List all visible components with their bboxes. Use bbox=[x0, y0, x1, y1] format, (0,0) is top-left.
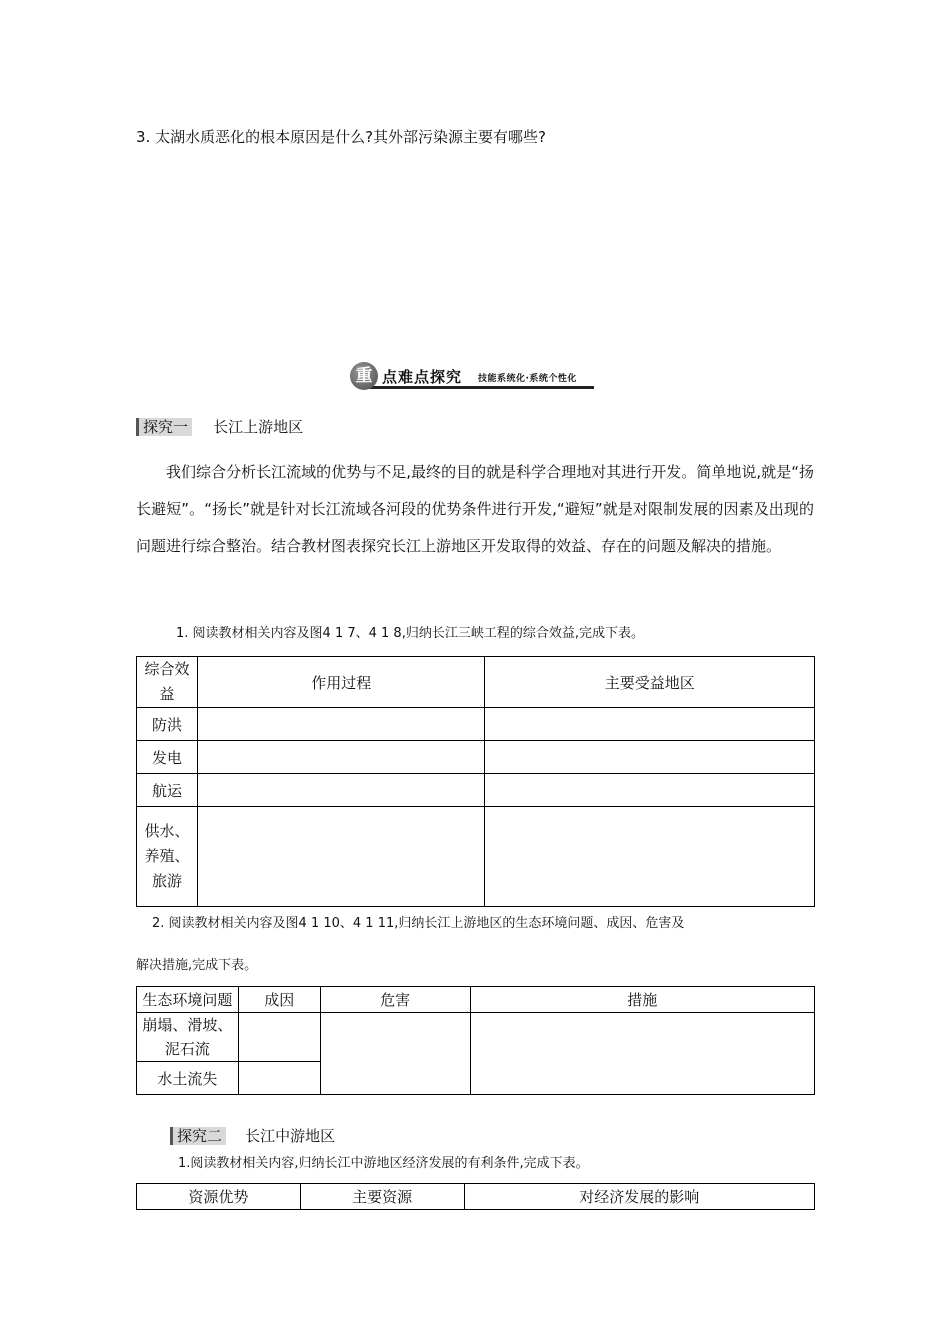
empty-cell[interactable] bbox=[197, 708, 485, 741]
row-label: 航运 bbox=[137, 774, 198, 807]
header-cause: 成因 bbox=[238, 987, 320, 1013]
banner-subtitle: 技能系统化·系统个性化 bbox=[478, 374, 577, 384]
empty-cell[interactable] bbox=[238, 1013, 320, 1062]
table-3-instruction: 1.阅读教材相关内容,归纳长江中游地区经济发展的有利条件,完成下表。 bbox=[178, 1156, 589, 1171]
header-economic-impact: 对经济发展的影响 bbox=[464, 1184, 815, 1210]
empty-cell[interactable] bbox=[197, 741, 485, 774]
header-harm: 危害 bbox=[320, 987, 470, 1013]
header-problem: 生态环境问题 bbox=[137, 987, 239, 1013]
section-1-heading bbox=[136, 416, 303, 437]
ecology-table bbox=[136, 986, 815, 1095]
header-benefit: 综合效益 bbox=[137, 657, 198, 708]
empty-cell[interactable] bbox=[485, 741, 815, 774]
benefits-table bbox=[136, 656, 815, 907]
header-measure: 措施 bbox=[470, 987, 814, 1013]
section-1-title: 长江上游地区 bbox=[213, 418, 304, 436]
row-label: 水土流失 bbox=[137, 1062, 239, 1095]
section-1-paragraph: 我们综合分析长江流域的优势与不足,最终的目的就是科学合理地对其进行开发。简单地说,就是“扬长避短”。“扬长”就是针对长江流域各河段的优势条件进行开发,“避短”就是对限制发展的因素及出现的问题进行综合整治。结合教材图表探究长江上游地区开发取得的效益、存在的问题及解决的措施。 bbox=[136, 463, 814, 555]
table-2-instruction-line2: 解决措施,完成下表。 bbox=[136, 958, 258, 973]
empty-cell[interactable] bbox=[320, 1013, 470, 1095]
empty-cell[interactable] bbox=[485, 774, 815, 807]
header-main-resources: 主要资源 bbox=[300, 1184, 464, 1210]
header-resource-advantage: 资源优势 bbox=[137, 1184, 301, 1210]
row-label: 崩塌、滑坡、泥石流 bbox=[137, 1013, 239, 1062]
empty-cell[interactable] bbox=[238, 1062, 320, 1095]
banner-badge-icon: 重 bbox=[350, 362, 378, 390]
empty-cell[interactable] bbox=[197, 774, 485, 807]
section-1-label: 探究一 bbox=[136, 418, 192, 436]
header-process: 作用过程 bbox=[197, 657, 485, 708]
section-2-label: 探究二 bbox=[170, 1127, 226, 1145]
table-2-instruction-line1: 2. 阅读教材相关内容及图4 1 10、4 1 11,归纳长江上游地区的生态环境问题、成因、危害及 bbox=[152, 916, 685, 931]
resources-table bbox=[136, 1183, 815, 1210]
empty-cell[interactable] bbox=[485, 708, 815, 741]
row-label: 供水、养殖、旅游 bbox=[137, 807, 198, 907]
empty-cell[interactable] bbox=[485, 807, 815, 907]
section-banner bbox=[350, 362, 594, 392]
question-3: 3. 太湖水质恶化的根本原因是什么?其外部污染源主要有哪些? bbox=[136, 128, 547, 146]
section-2-heading bbox=[170, 1125, 335, 1146]
row-label: 发电 bbox=[137, 741, 198, 774]
empty-cell[interactable] bbox=[197, 807, 485, 907]
section-2-title: 长江中游地区 bbox=[245, 1127, 336, 1145]
row-label: 防洪 bbox=[137, 708, 198, 741]
header-beneficiary: 主要受益地区 bbox=[485, 657, 815, 708]
empty-cell[interactable] bbox=[470, 1013, 814, 1095]
table-1-instruction: 1. 阅读教材相关内容及图4 1 7、4 1 8,归纳长江三峡工程的综合效益,完成下表。 bbox=[176, 626, 644, 641]
banner-title: 点难点探究 bbox=[382, 368, 463, 386]
